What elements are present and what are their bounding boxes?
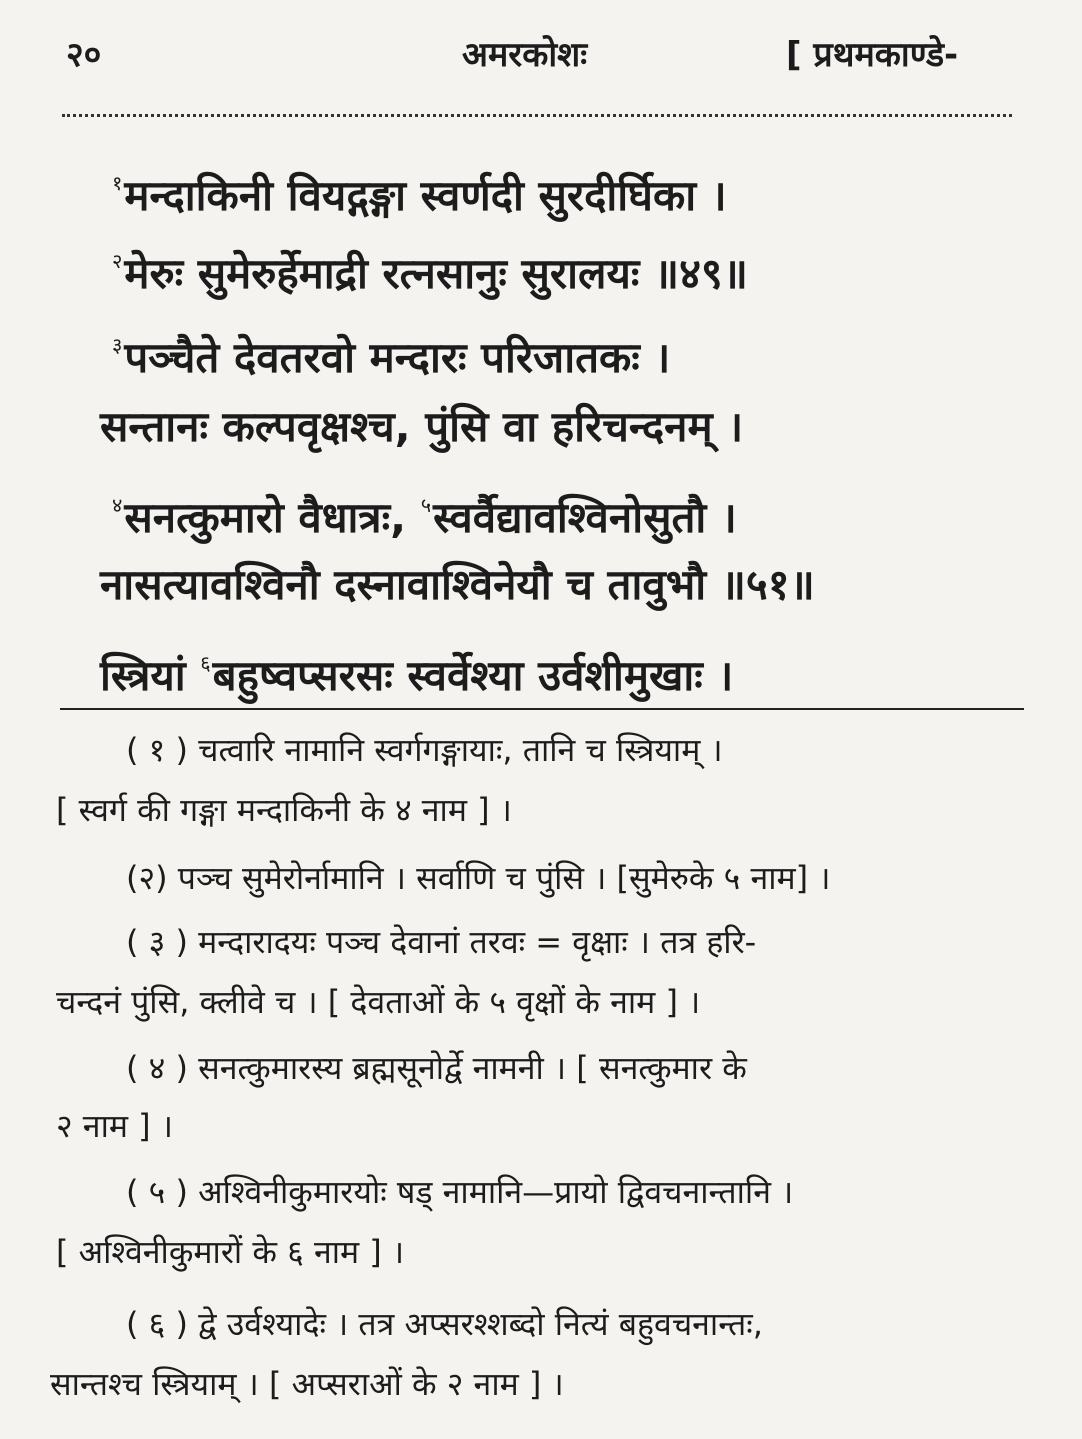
verse-text: स्वर्वैद्यावश्विनोसुतौ । xyxy=(433,493,737,542)
footnote-marker: ३ xyxy=(112,333,123,357)
footnote-marker: ४ xyxy=(112,493,123,517)
note-line: सान्तश्च स्त्रियाम् । [ अप्सराओं के २ नाम ] । xyxy=(50,1365,564,1403)
verse-line xyxy=(100,628,1082,698)
verse-text: स्त्रियां xyxy=(100,651,186,700)
verse-line xyxy=(112,226,1082,296)
verse-line xyxy=(112,148,1082,218)
section-heading: [ प्रथमकाण्डे- xyxy=(786,35,959,75)
note-line: चन्दनं पुंसि, क्लीवे च । [ देवताओं के ५ वृक्षों के नाम ] । xyxy=(56,983,701,1021)
page-number: २० xyxy=(66,35,102,75)
verse-line xyxy=(112,470,1082,540)
header-divider xyxy=(62,114,1012,117)
verse-line xyxy=(100,392,1082,462)
verse-text: सन्तानः कल्पवृक्षश्च, पुंसि वा हरिचन्दनम् । xyxy=(100,402,744,451)
verse-text: बहुष्वप्सरसः स्वर्वेश्या उर्वशीमुखाः । xyxy=(212,651,734,700)
verse-text: पञ्चैते देवतरवो मन्दारः परिजातकः । xyxy=(124,333,671,382)
note-line: ( ६ ) द्वे उर्वश्यादेः । तत्र अप्सरश्शब्दो नित्यं बहुवचनान्तः, xyxy=(126,1305,763,1343)
verse-text: मेरुः सुमेरुर्हेमाद्री रत्नसानुः सुरालयः ॥४९॥ xyxy=(124,249,748,298)
note-line: [ अश्विनीकुमारों के ६ नाम ] । xyxy=(56,1233,405,1271)
note-line: ( ४ ) सनत्कुमारस्य ब्रह्मसूनोर्द्वे नामनी । [ सनत्कुमार के xyxy=(126,1049,747,1087)
running-title: अमरकोशः xyxy=(462,35,588,75)
note-line: (२) पञ्च सुमेरोर्नामानि । सर्वाणि च पुंसि । [सुमेरुके ५ नाम] । xyxy=(126,859,831,897)
note-line: ( ३ ) मन्दारादयः पञ्च देवानां तरवः = वृक्षाः । तत्र हरि- xyxy=(126,923,757,961)
footnote-marker: ५ xyxy=(420,493,432,517)
verse-line xyxy=(112,310,1082,380)
verse-text: मन्दाकिनी वियद्गङ्गा स्वर्णदी सुरदीर्घिका । xyxy=(124,171,727,220)
verse-text: नासत्यावश्विनौ दस्नावाश्विनेयौ च तावुभौ ॥५१॥ xyxy=(100,560,815,609)
note-line: [ स्वर्ग की गङ्गा मन्दाकिनी के ४ नाम ] । xyxy=(56,791,512,829)
footnote-marker: ६ xyxy=(200,651,211,675)
note-line: ( १ ) चत्वारि नामानि स्वर्गगङ्गायाः, तानि च स्त्रियाम् । xyxy=(126,731,723,769)
note-line: २ नाम ] । xyxy=(56,1107,173,1145)
verse-line xyxy=(100,550,1082,620)
verse-text: सनत्कुमारो वैधात्रः, xyxy=(124,493,407,542)
footnote-divider xyxy=(60,708,1024,710)
note-line: ( ५ ) अश्विनीकुमारयोः षड् नामानि—प्रायो द्विवचनान्तानि । xyxy=(126,1173,794,1211)
footnote-marker: १ xyxy=(112,171,123,195)
footnote-marker: २ xyxy=(112,249,123,273)
